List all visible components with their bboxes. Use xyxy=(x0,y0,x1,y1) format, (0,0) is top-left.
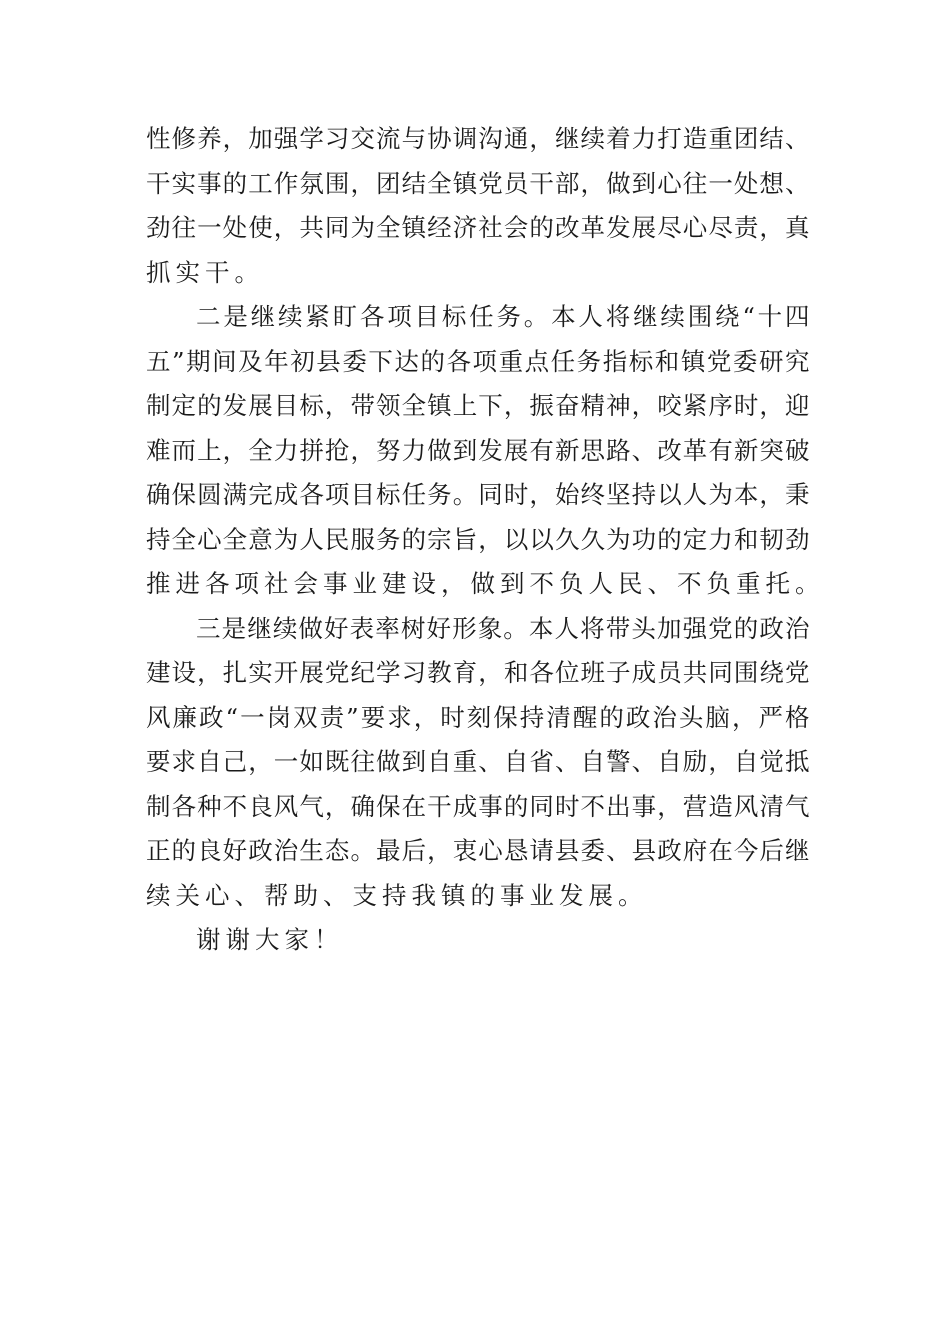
text-line: 风廉政“一岗双责”要求，时刻保持清醒的政治头脑，严格 xyxy=(146,702,810,732)
text-line: 难而上，全力拼抢，努力做到发展有新思路、改革有新突破 xyxy=(146,435,810,465)
paragraph xyxy=(146,117,810,295)
text-line: 确保圆满完成各项目标任务。同时，始终坚持以人为本，秉 xyxy=(146,480,810,509)
document-body xyxy=(146,117,825,963)
text-line: 制各种不良风气，确保在干成事的同时不出事，营造风清气 xyxy=(146,791,810,821)
text-line: 劲往一处使，共同为全镇经济社会的改革发展尽心尽责，真 xyxy=(146,213,810,242)
text-line: 正的良好政治生态。最后，衷心恳请县委、县政府在今后继 xyxy=(146,836,810,865)
text-line: 三是继续做好表率树好形象。本人将带头加强党的政治 xyxy=(196,613,810,643)
text-line: 二是继续紧盯各项目标任务。本人将继续围绕“十四 xyxy=(196,302,810,331)
text-line: 制定的发展目标，带领全镇上下，振奋精神，咬紧序时，迎 xyxy=(146,391,810,420)
paragraph xyxy=(146,607,810,919)
text-line: 抓实干。 xyxy=(146,257,264,287)
text-line: 五”期间及年初县委下达的各项重点任务指标和镇党委研究 xyxy=(146,346,810,376)
text-line: 谢谢大家！ xyxy=(196,925,344,954)
paragraph xyxy=(146,295,825,607)
text-line: 干实事的工作氛围，团结全镇党员干部，做到心往一处想、 xyxy=(146,168,810,198)
text-line: 推进各项社会事业建设，做到不负人民、不负重托。 xyxy=(146,569,825,598)
text-line: 建设，扎实开展党纪学习教育，和各位班子成员共同围绕党 xyxy=(146,658,810,687)
text-line: 续关心、帮助、支持我镇的事业发展。 xyxy=(146,880,648,910)
text-line: 要求自己，一如既往做到自重、自省、自警、自励，自觉抵 xyxy=(146,747,810,776)
text-line: 性修养，加强学习交流与协调沟通，继续着力打造重团结、 xyxy=(146,124,810,153)
text-line: 持全心全意为人民服务的宗旨，以以久久为功的定力和韧劲 xyxy=(146,524,810,554)
closing-paragraph xyxy=(146,918,810,963)
